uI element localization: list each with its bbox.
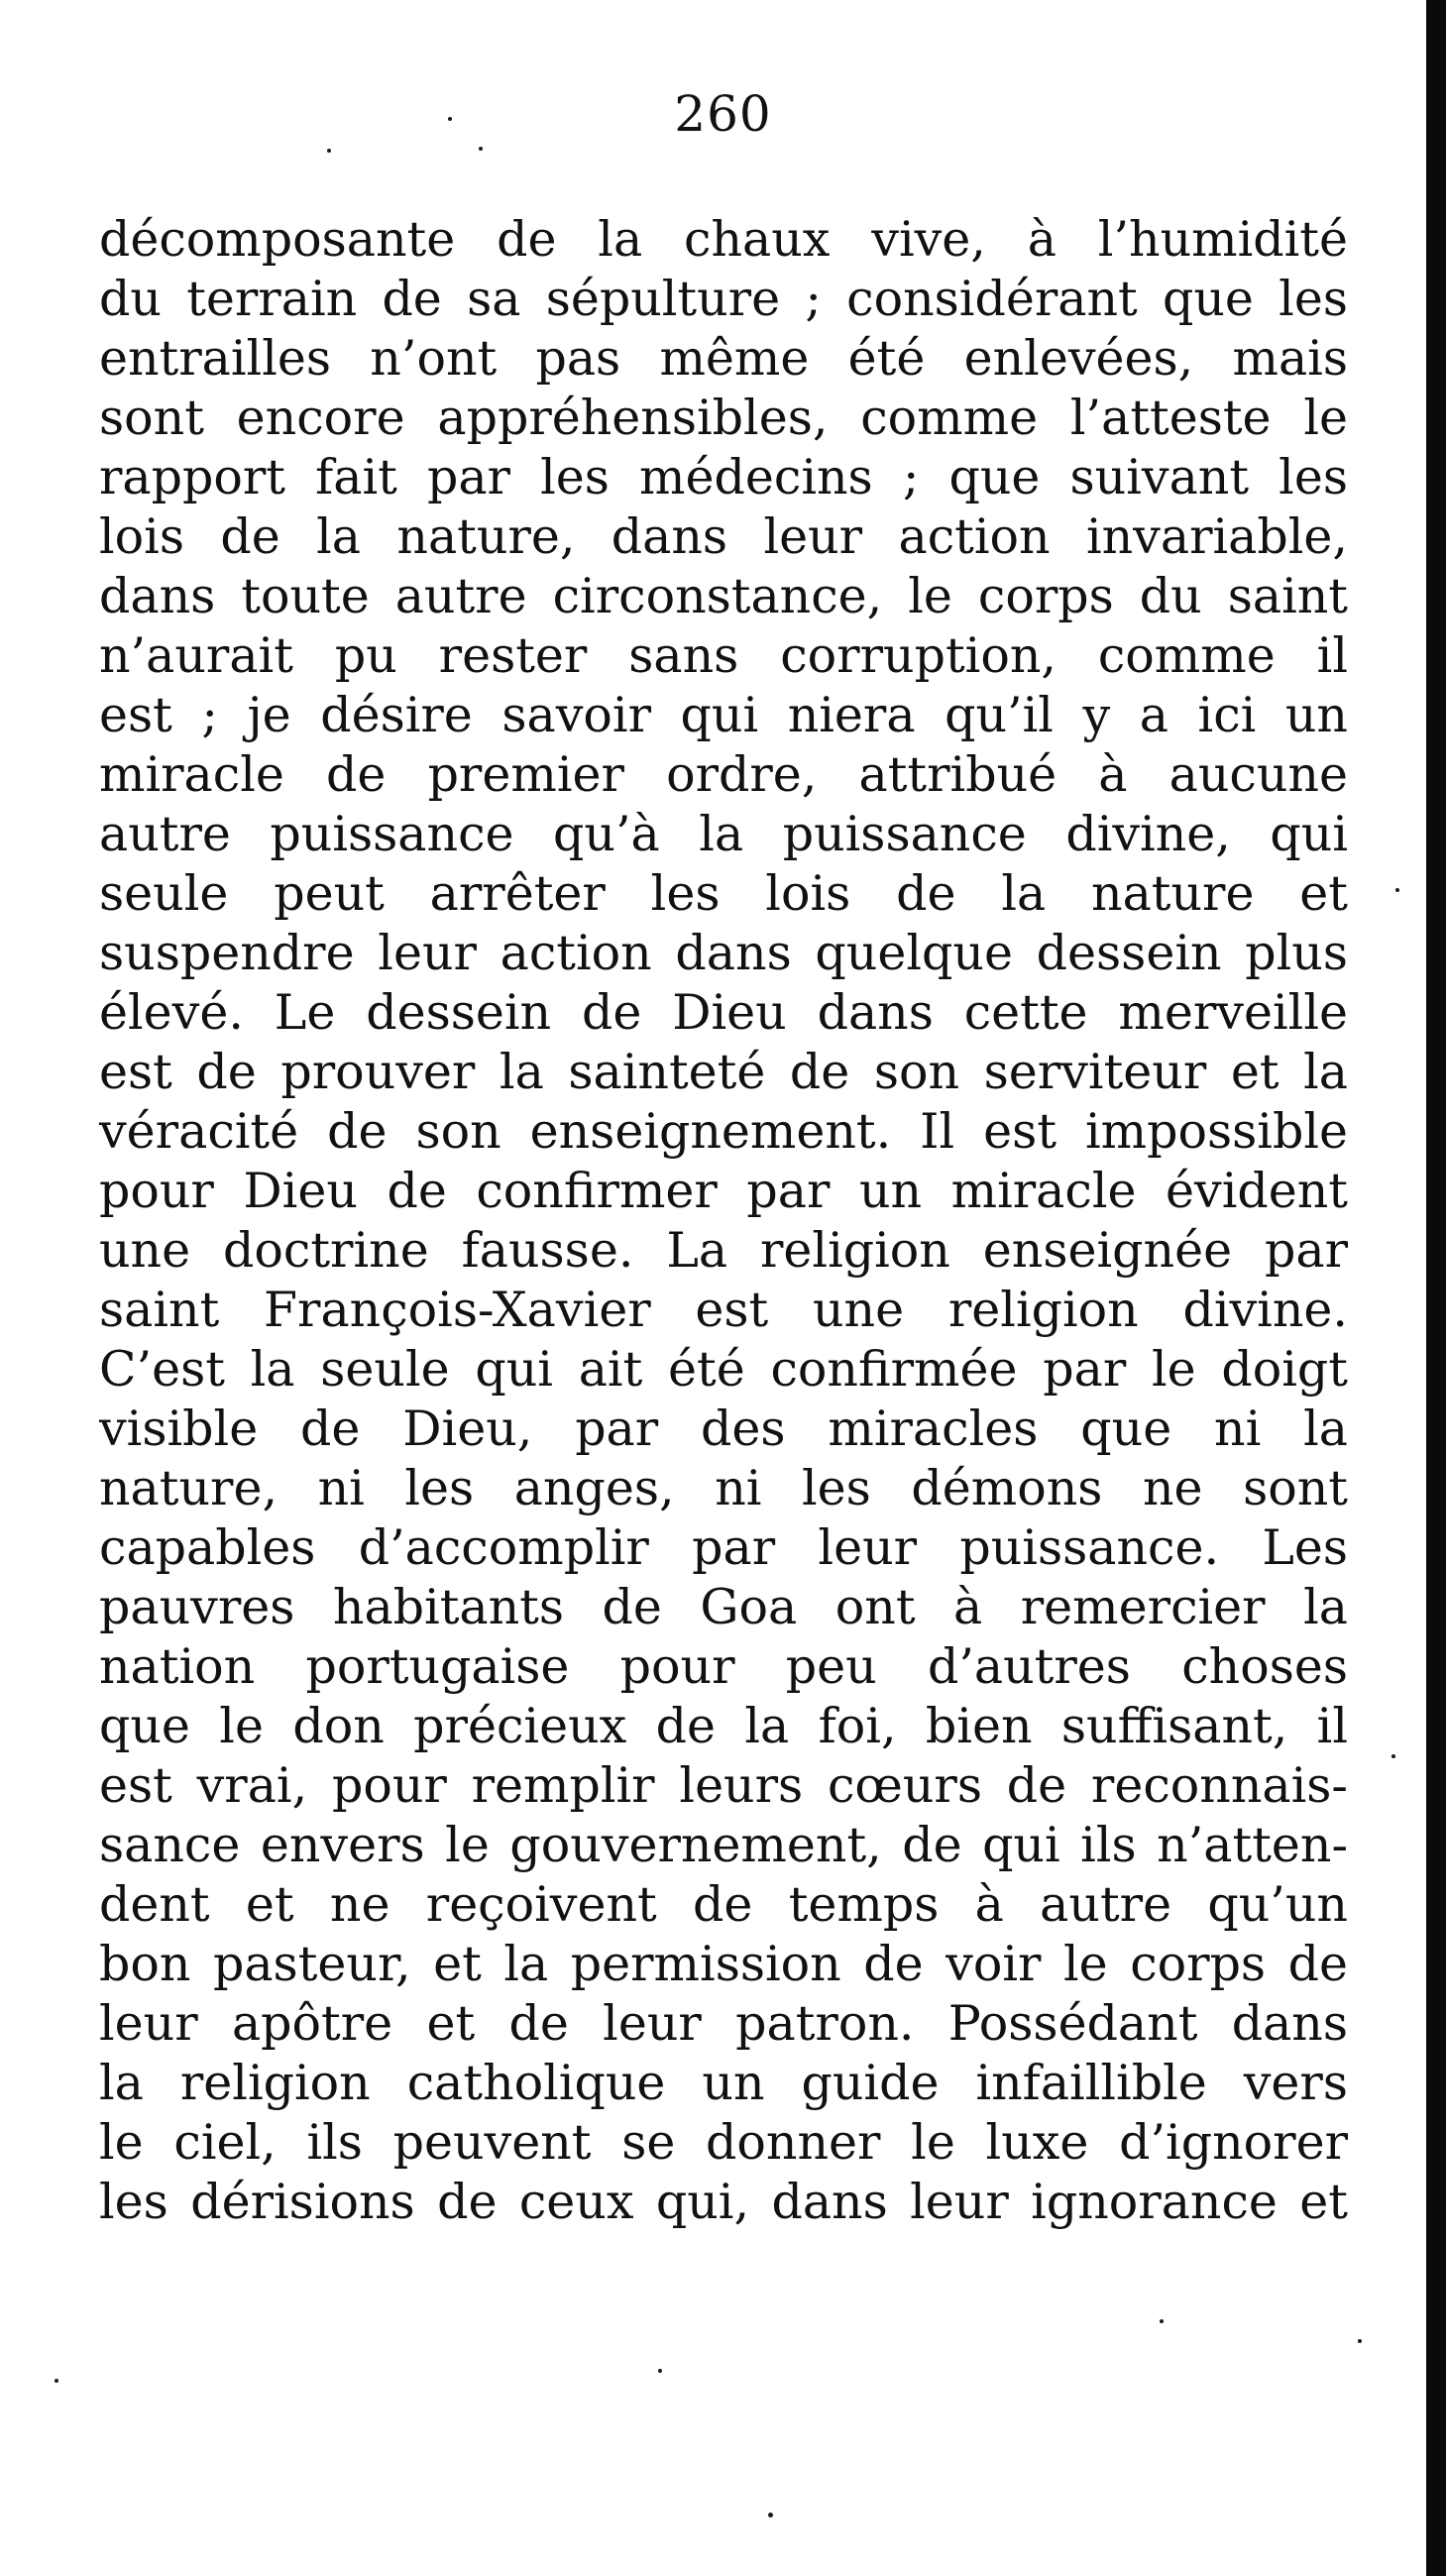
page-number: 260 — [674, 85, 772, 143]
scan-speck — [1358, 2339, 1362, 2343]
text-line: bon pasteur, et la permission de voir le corps de — [99, 1936, 1348, 1992]
text-line: est vrai, pour remplir leurs cœurs de reconnais- — [99, 1757, 1348, 1814]
text-line: dent et ne reçoivent de temps à autre qu’un — [99, 1876, 1348, 1933]
text-line: le ciel, ils peuvent se donner le luxe d’ignorer — [99, 2114, 1348, 2171]
scan-speck — [479, 147, 483, 151]
text-line: saint François-Xavier est une religion divine. — [99, 1282, 1348, 1338]
text-line: dans toute autre circonstance, le corps du saint — [99, 568, 1348, 624]
text-line: rapport fait par les médecins ; que suivant les — [99, 449, 1348, 505]
text-line: est de prouver la sainteté de son serviteur et la — [99, 1044, 1348, 1100]
text-line: véracité de son enseignement. Il est impossible — [99, 1103, 1348, 1160]
text-line: sont encore appréhensibles, comme l’atteste le — [99, 390, 1348, 446]
text-line: du terrain de sa sépulture ; considérant que les — [99, 271, 1348, 327]
body-text — [99, 210, 1348, 2232]
scan-speck — [1395, 888, 1399, 892]
text-line: élevé. Le dessein de Dieu dans cette merveille — [99, 984, 1348, 1041]
text-line: nature, ni les anges, ni les démons ne sont — [99, 1460, 1348, 1516]
text-line: visible de Dieu, par des miracles que ni la — [99, 1400, 1348, 1457]
text-line: pour Dieu de confirmer par un miracle évident — [99, 1163, 1348, 1219]
text-line: la religion catholique un guide infaillible vers — [99, 2055, 1348, 2111]
text-line: miracle de premier ordre, attribué à aucune — [99, 746, 1348, 803]
text-line: une doctrine fausse. La religion enseignée par — [99, 1222, 1348, 1279]
scan-speck — [55, 2379, 58, 2383]
text-line: leur apôtre et de leur patron. Possédant dans — [99, 1995, 1348, 2052]
text-line: autre puissance qu’à la puissance divine, qui — [99, 806, 1348, 862]
text-line: seule peut arrêter les lois de la nature et — [99, 865, 1348, 922]
text-line: nation portugaise pour peu d’autres choses — [99, 1638, 1348, 1695]
text-line: suspendre leur action dans quelque dessein plus — [99, 925, 1348, 981]
scan-speck — [327, 149, 331, 153]
page-binding-edge — [1426, 0, 1446, 2576]
scan-speck — [1160, 2319, 1164, 2323]
scan-speck — [658, 2369, 662, 2373]
scan-speck — [768, 2513, 773, 2518]
text-line: sance envers le gouvernement, de qui ils n’atten- — [99, 1817, 1348, 1873]
text-line: est ; je désire savoir qui niera qu’il y a ici un — [99, 687, 1348, 743]
scan-speck — [1391, 1754, 1395, 1758]
text-line: entrailles n’ont pas même été enlevées, mais — [99, 330, 1348, 387]
text-line: n’aurait pu rester sans corruption, comme il — [99, 627, 1348, 684]
text-line: les dérisions de ceux qui, dans leur ignorance et — [99, 2174, 1348, 2230]
scan-speck — [448, 117, 452, 121]
text-line: pauvres habitants de Goa ont à remercier la — [99, 1579, 1348, 1635]
text-line: que le don précieux de la foi, bien suffisant, il — [99, 1698, 1348, 1754]
text-line: C’est la seule qui ait été confirmée par le doigt — [99, 1341, 1348, 1398]
text-line: lois de la nature, dans leur action invariable, — [99, 508, 1348, 565]
text-line: décomposante de la chaux vive, à l’humidité — [99, 211, 1348, 268]
text-line: capables d’accomplir par leur puissance. Les — [99, 1519, 1348, 1576]
